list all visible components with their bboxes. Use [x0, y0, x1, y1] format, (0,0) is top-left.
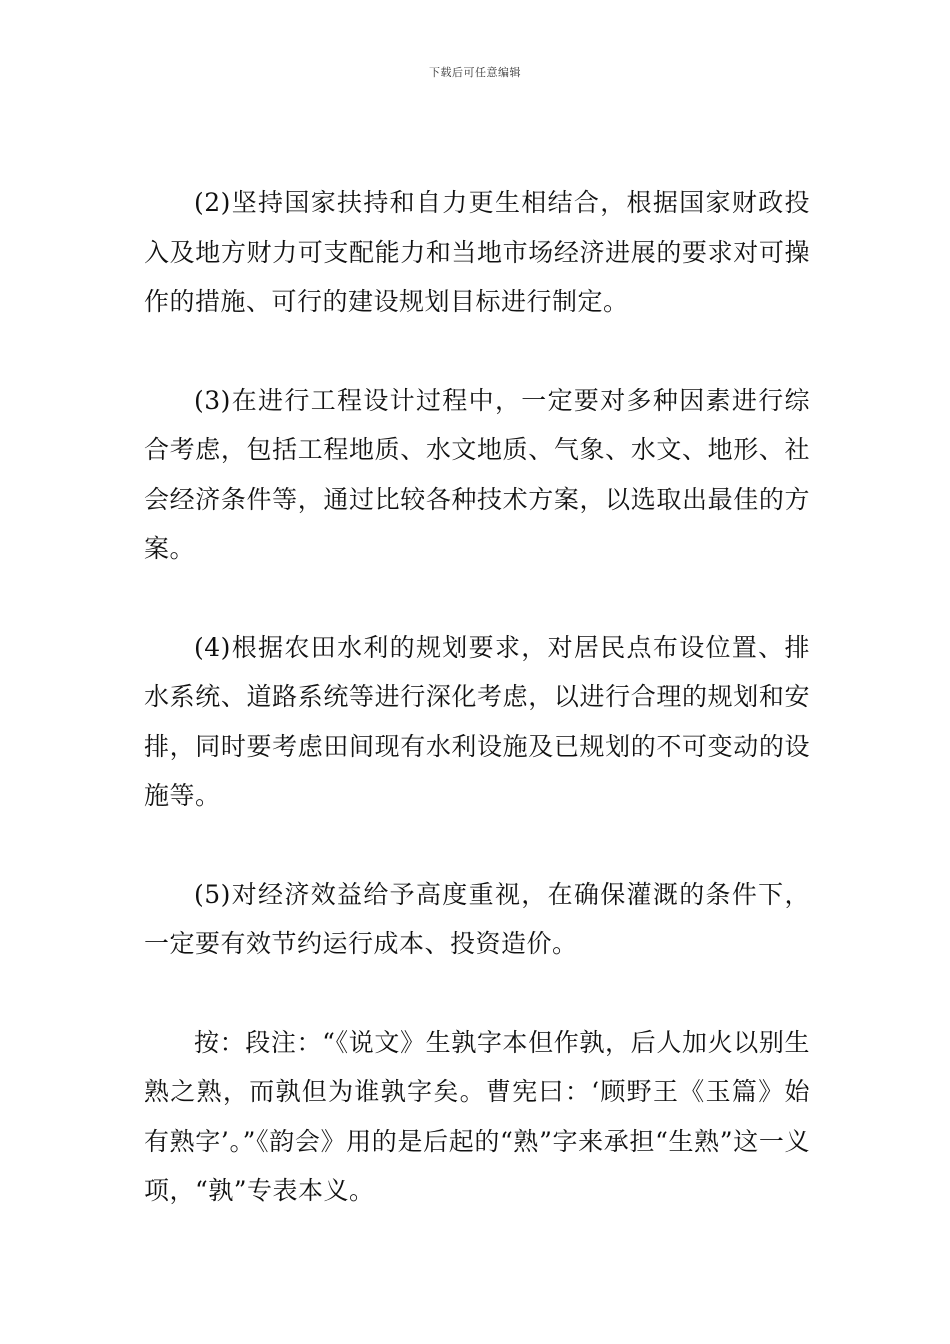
- paragraph-principle-5: (5)对经济效益给予高度重视，在确保灌溉的条件下，一定要有效节约运行成本、投资造价。: [144, 879, 810, 958]
- paragraph-annotation-note: 按：段注：“《说文》生孰字本但作孰，后人加火以别生熟之熟，而孰但为谁孰字矣。曹宪曰：‘顾野王《玉篇》始有熟字’。”《韵会》用的是后起的“熟”字来承担“生熟”这一义项，“孰”专表本义。: [144, 1027, 810, 1205]
- document-body: [144, 178, 810, 1265]
- paragraph-principle-2: (2)坚持国家扶持和自力更生相结合，根据国家财政投入及地方财力可支配能力和当地市场经济进展的要求对可操作的措施、可行的建设规划目标进行制定。: [144, 188, 810, 316]
- paragraph-principle-4: (4)根据农田水利的规划要求，对居民点布设位置、排水系统、道路系统等进行深化考虑，以进行合理的规划和安排，同时要考虑田间现有水利设施及已规划的不可变动的设施等。: [144, 632, 810, 810]
- paragraph-principle-3: (3)在进行工程设计过程中，一定要对多种因素进行综合考虑，包括工程地质、水文地质、气象、水文、地形、社会经济条件等，通过比较各种技术方案，以选取出最佳的方案。: [144, 385, 810, 563]
- page-header: 下载后可任意编辑: [429, 66, 521, 79]
